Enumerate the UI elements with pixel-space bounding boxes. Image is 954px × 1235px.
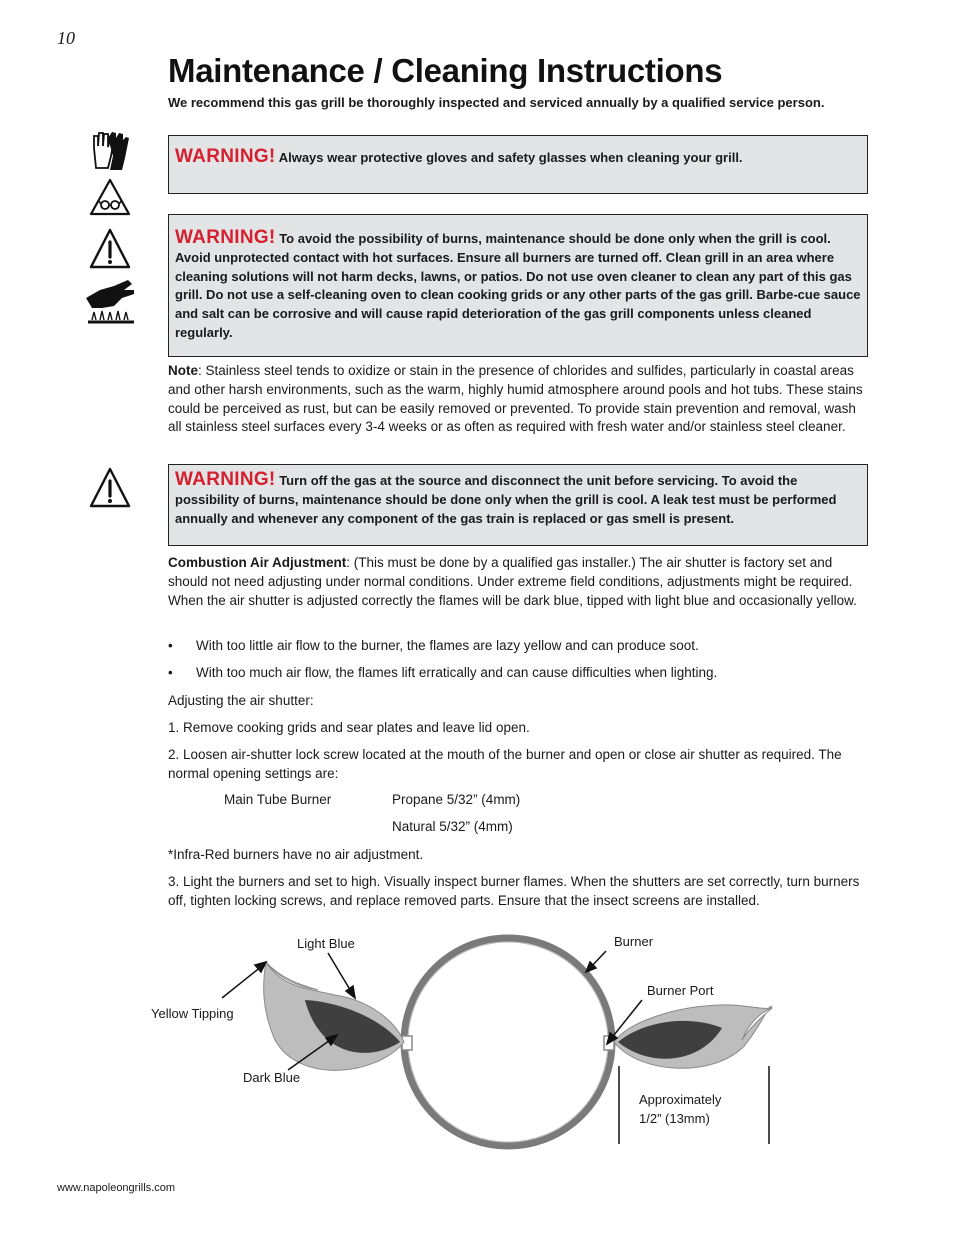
- settings-natural: Natural 5/32” (4mm): [392, 819, 513, 834]
- label-burner: Burner: [614, 934, 654, 949]
- label-burner-port: Burner Port: [647, 983, 714, 998]
- safety-glasses-icon: [89, 178, 131, 216]
- page-title: Maintenance / Cleaning Instructions: [168, 52, 723, 89]
- note-text: : Stainless steel tends to oxidize or stain in the presence of chlorides and sulfides, particularly in coastal areas and other harsh environments, such as the warm, highly humid atmosphere around pools and hot tubs. These stains could be perceived as rust, but can be easily removed or prevented. To provide stain prevention and removal, wash all stainless steel surfaces every 3-4 weeks or as often as required with fresh water and/or stainless steel cleaner.: [168, 363, 863, 435]
- burner-flame-diagram: [0, 920, 954, 1160]
- combustion-label: Combustion Air Adjustment: [168, 555, 347, 570]
- step-2: 2. Loosen air-shutter lock screw located at the mouth of the burner and open or close air shutter as required. The normal opening settings are:: [168, 747, 842, 781]
- hot-surface-hand-icon: [84, 278, 138, 324]
- page-number: 10: [57, 28, 75, 48]
- settings-burner: Main Tube Burner: [224, 792, 332, 807]
- warning-label: WARNING!: [175, 227, 276, 248]
- warning-text: To avoid the possibility of burns, maintenance should be done only when the grill is cool. Avoid unprotected contact with hot surfaces. Ensure all burners are turned off. Clean grill in an area where cleaning solutions will not harm decks, lawns, or patios. Do not use oven cleaner to clean any part of this gas grill. Do not use a self-cleaning oven to clean cooking grids or any other parts of the gas grill. Barbe-cue sauce and salt can be corrosive and will cause rapid deterioration of the gas grill components unless cleaned regularly.: [175, 231, 861, 340]
- label-yellow-tipping: Yellow Tipping: [151, 1006, 234, 1021]
- step-3: 3. Light the burners and set to high. Visually inspect burner flames. When the shutters are set correctly, turn burners off, tighten locking screws, and replace removed parts. Ensure that the insect screens are installed.: [168, 874, 860, 908]
- burner-ring: [404, 938, 612, 1146]
- warning-triangle-icon: [89, 228, 131, 270]
- warning-text: Turn off the gas at the source and disconnect the unit before servicing. To avoid the possibility of burns, maintenance should be done only when the grill is cool. A leak test must be performed annually and whenever any component of the gas train is replaced or gas smell is present.: [175, 473, 837, 526]
- stainless-note: [168, 362, 868, 437]
- warning-box-burns: [168, 214, 868, 357]
- step-1: 1. Remove cooking grids and sear plates and leave lid open.: [168, 720, 530, 735]
- label-approx-line1: Approximately: [639, 1092, 722, 1107]
- list-item: • With too little air flow to the burner, the flames are lazy yellow and can produce soot.: [168, 638, 699, 653]
- warning-box-servicing: [168, 464, 868, 546]
- infrared-note: *Infra-Red burners have no air adjustment.: [168, 847, 424, 862]
- gloves-icon: [88, 130, 130, 174]
- adjusting-heading: Adjusting the air shutter:: [168, 693, 314, 708]
- combustion-paragraph: [168, 554, 868, 610]
- warning-label: WARNING!: [175, 146, 276, 167]
- burner-ring-inner: [408, 942, 608, 1142]
- label-light-blue: Light Blue: [297, 936, 355, 951]
- footer-url[interactable]: www.napoleongrills.com: [57, 1182, 175, 1194]
- note-label: Note: [168, 363, 198, 378]
- settings-propane: Propane 5/32” (4mm): [392, 792, 521, 807]
- list-item: • With too much air flow, the flames lift erratically and can cause difficulties when lighting.: [168, 665, 718, 680]
- label-approx-line2: 1/2” (13mm): [639, 1111, 710, 1126]
- warning-text: Always wear protective gloves and safety glasses when cleaning your grill.: [278, 150, 743, 165]
- page-subtitle: We recommend this gas grill be thoroughly inspected and serviced annually by a qualified service person.: [168, 95, 825, 110]
- combustion-text: : (This must be done by a qualified gas installer.) The air shutter is factory set and should not need adjusting under normal conditions. Under extreme field conditions, adjustments might be required. When the air shutter is adjusted correctly the flames will be dark blue, tipped with light blue and occasionally yellow.: [168, 555, 857, 608]
- label-dark-blue: Dark Blue: [243, 1070, 301, 1085]
- warning-box-gloves: [168, 135, 868, 194]
- warning-triangle-icon: [89, 467, 131, 509]
- warning-label: WARNING!: [175, 469, 276, 490]
